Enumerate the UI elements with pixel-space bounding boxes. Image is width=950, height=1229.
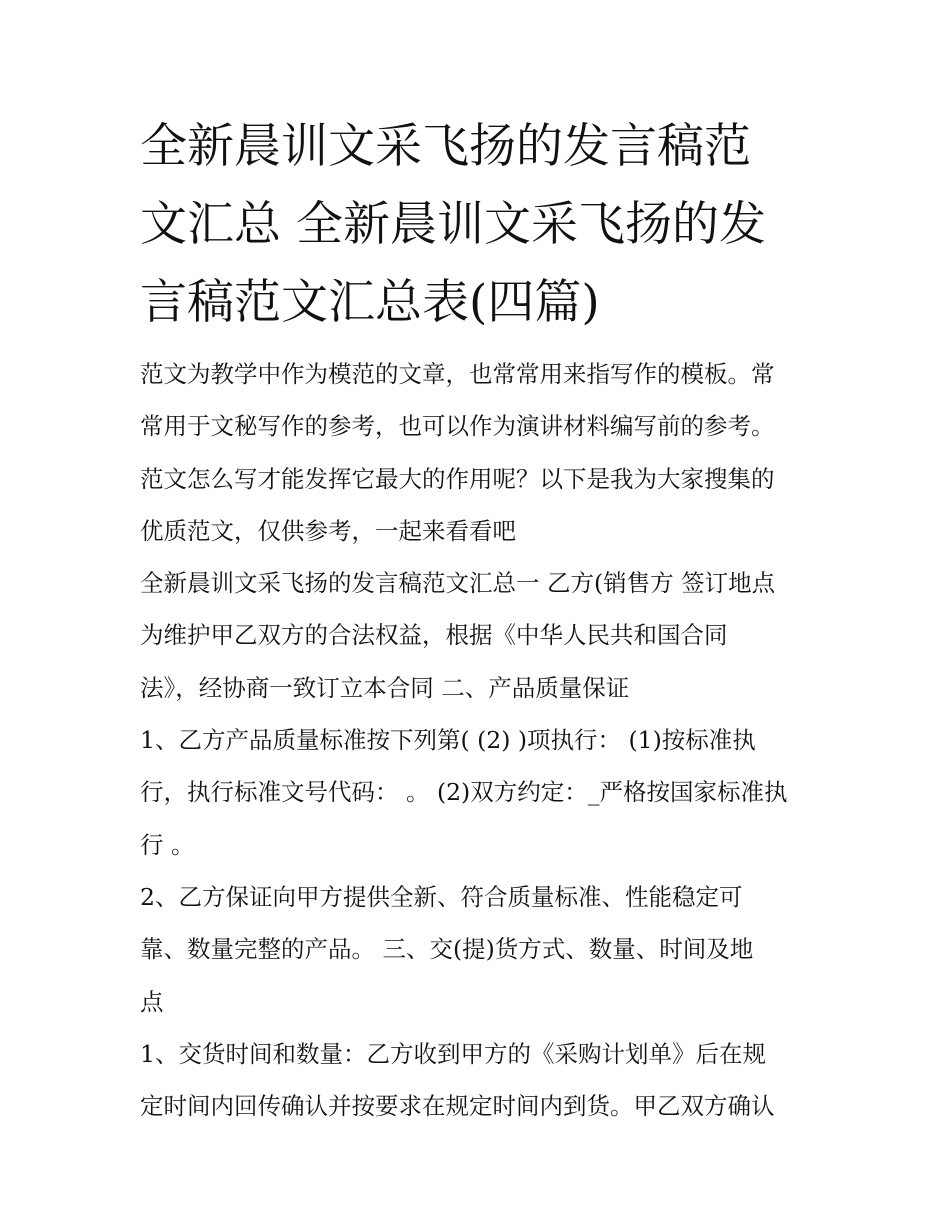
document-page [140,108,820,1132]
body-line: 靠、数量完整的产品。 三、交(提)货方式、数量、时间及地 [140,935,754,964]
body-line: 为维护甲乙双方的合法权益，根据《中华人民共和国合同 [140,621,728,650]
body-line: 常用于文秘写作的参考，也可以作为演讲材料编写前的参考。 [140,412,775,441]
body-line: 1、乙方产品质量标准按下列第( (2) )项执行： (1)按标准执 [140,726,756,755]
body-line: 1、交货时间和数量：乙方收到甲方的《采购计划单》后在规 [140,1039,766,1068]
body-line: 定时间内回传确认并按要求在规定时间内到货。甲乙双方确认 [140,1092,775,1121]
body-line: 点 [140,987,164,1016]
document-body [140,348,820,1132]
body-line: 法》，经协商一致订立本合同 二、产品质量保证 [140,673,630,702]
document-title [140,108,820,342]
body-line: 2、乙方保证向甲方提供全新、符合质量标准、性能稳定可 [140,882,743,911]
title-line: 言稿范文汇总表(四篇) [140,275,600,330]
title-line: 文汇总 全新晨训文采飞扬的发 [140,197,766,252]
title-line: 全新晨训文采飞扬的发言稿范 [140,119,751,174]
body-line: 优质范文，仅供参考，一起来看看吧 [140,516,516,545]
body-line: 范文怎么写才能发挥它最大的作用呢？以下是我为大家搜集的 [140,464,775,493]
body-line: 行 。 [140,830,195,859]
body-line: 范文为教学中作为模范的文章，也常常用来指写作的模板。常 [140,360,775,388]
body-line: 全新晨训文采飞扬的发言稿范文汇总一 乙方(销售方 签订地点 [140,569,776,598]
body-line: 行，执行标准文号代码： 。 (2)双方约定：_严格按国家标准执 [140,778,788,807]
